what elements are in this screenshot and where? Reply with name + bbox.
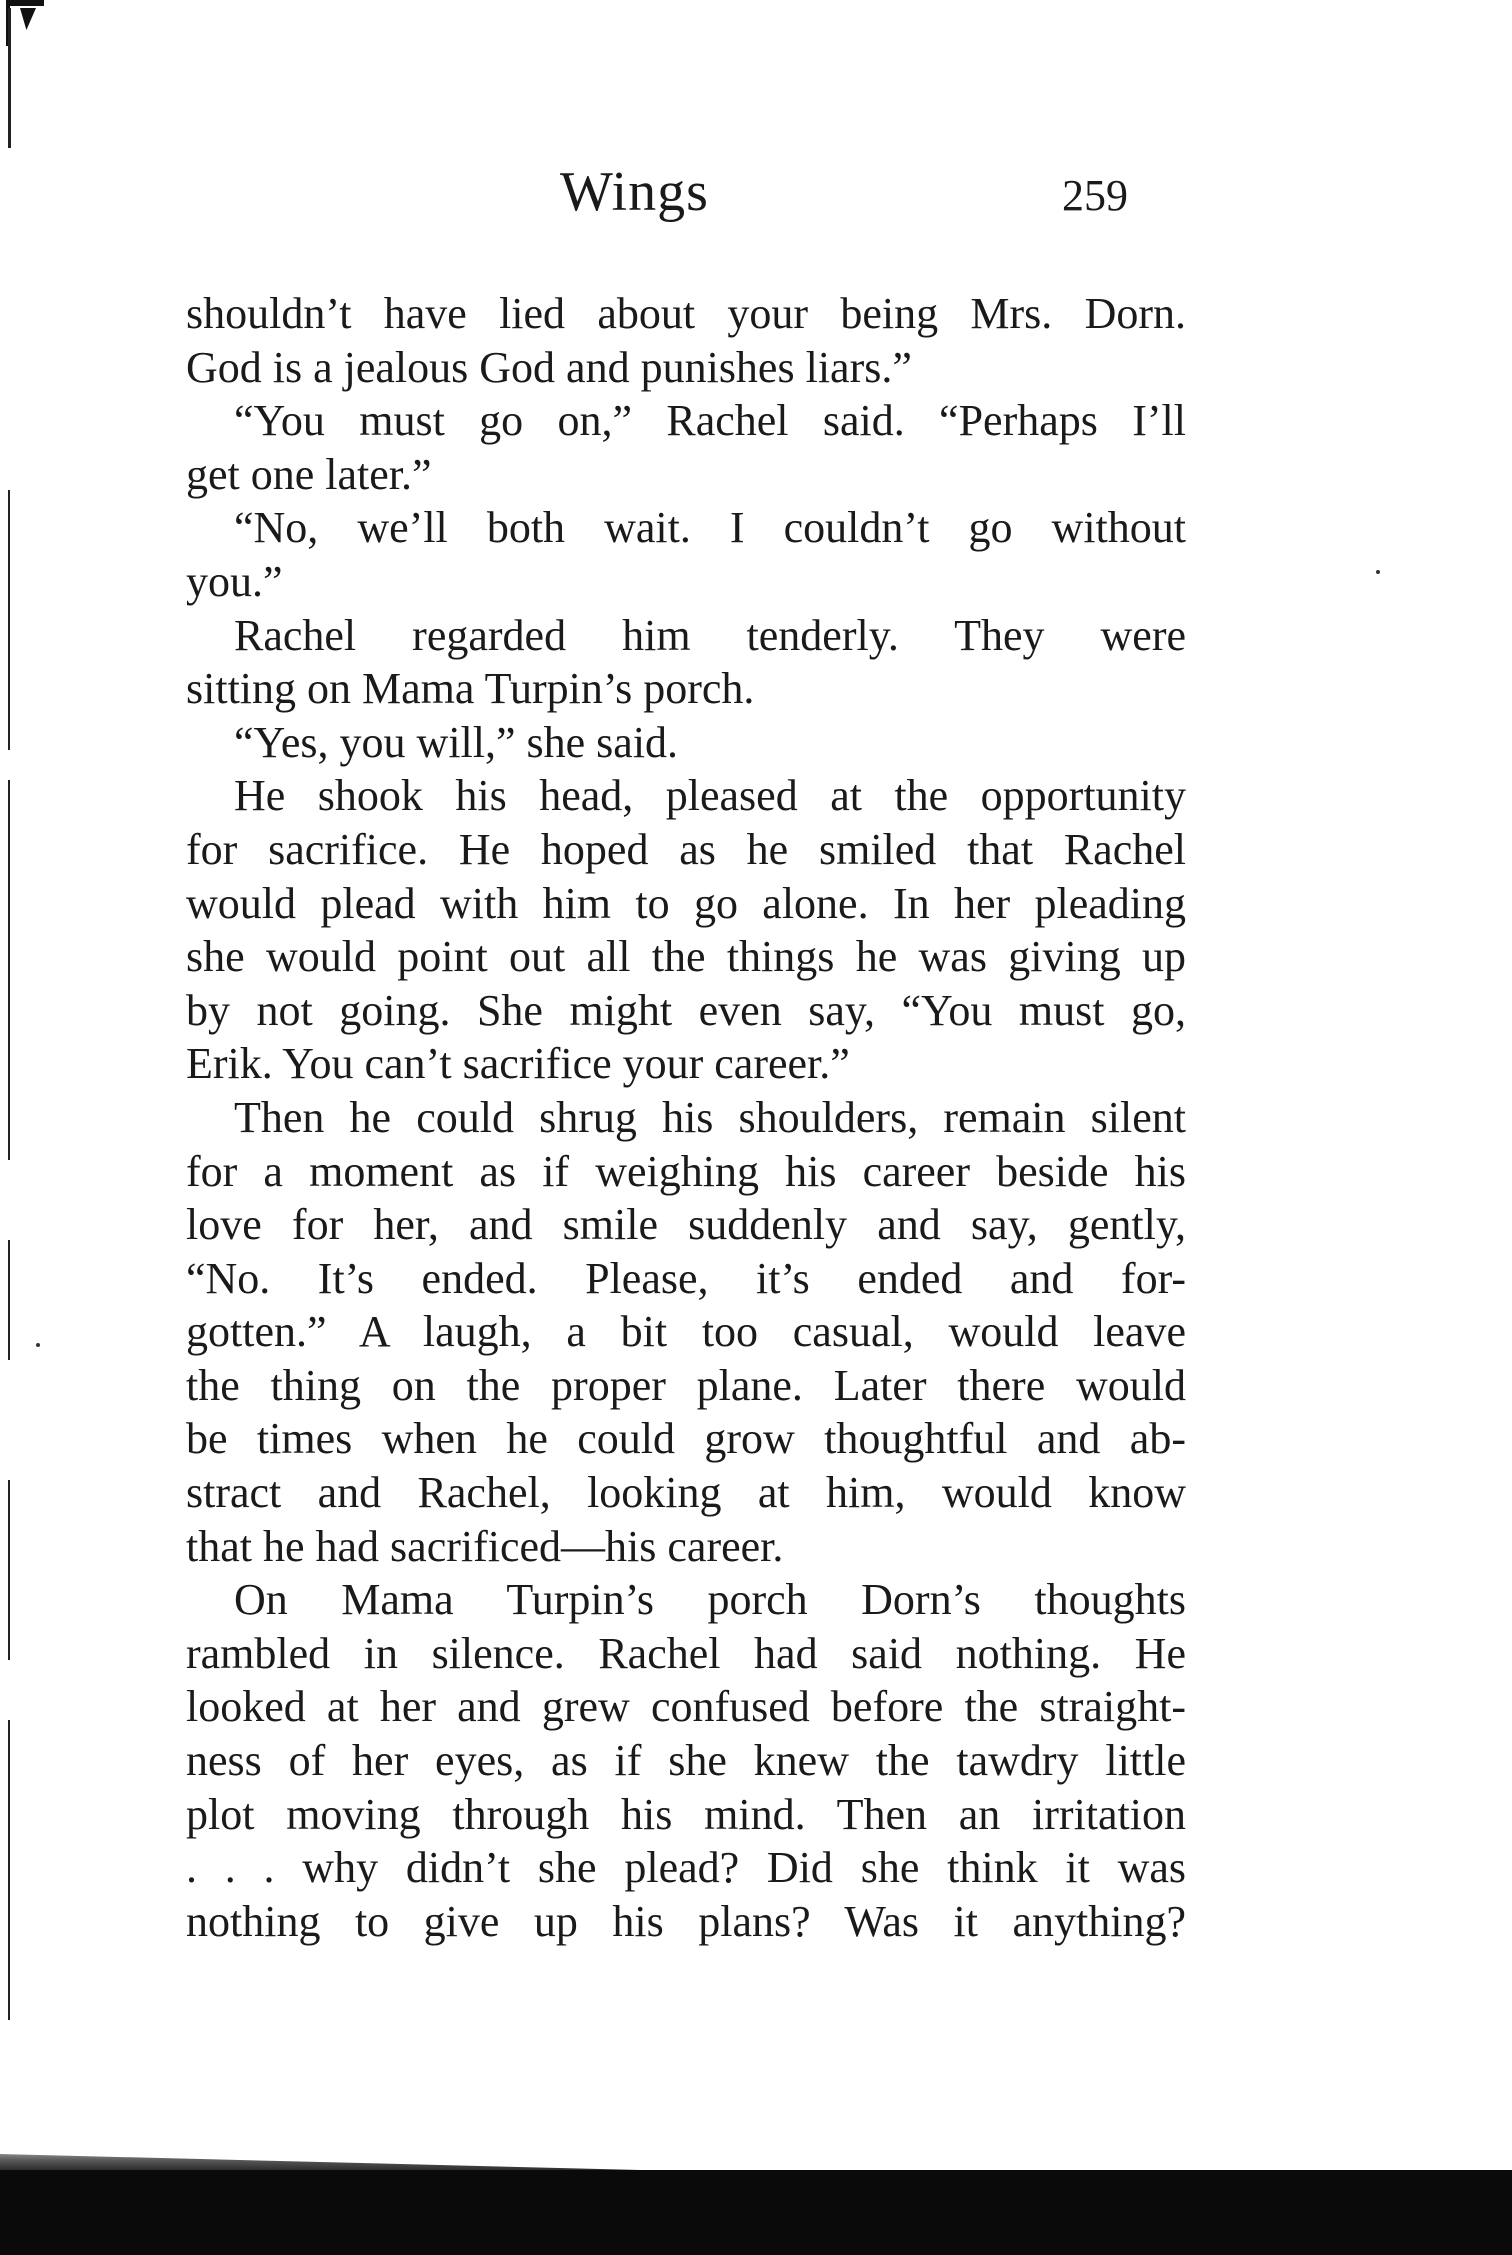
text-line: that he had sacrificed—his career. bbox=[186, 1521, 784, 1571]
scan-edge-line bbox=[8, 8, 11, 148]
scan-bottom-band bbox=[0, 2170, 1512, 2255]
text-line: ness of her eyes, as if she knew the tawdry little bbox=[186, 1736, 1186, 1786]
text-line: “Yes, you will,” she said. bbox=[234, 717, 679, 767]
text-line: God is a jealous God and punishes liars.” bbox=[186, 342, 912, 392]
text-line: Rachel regarded him tenderly. They were bbox=[234, 610, 1186, 660]
scan-speck bbox=[36, 1343, 40, 1347]
text-line: nothing to give up his plans? Was it anything? bbox=[186, 1896, 1186, 1946]
text-line: gotten.” A laugh, a bit too casual, would leave bbox=[186, 1307, 1186, 1357]
text-line: looked at her and grew confused before the straight- bbox=[186, 1682, 1186, 1732]
body-text bbox=[186, 287, 1186, 1948]
text-line: would plead with him to go alone. In her pleading bbox=[186, 878, 1186, 928]
page-number: 259 bbox=[1062, 171, 1128, 220]
text-line: for sacrifice. He hoped as he smiled that Rachel bbox=[186, 824, 1186, 874]
text-line: for a moment as if weighing his career beside his bbox=[186, 1146, 1186, 1196]
scan-corner-mark bbox=[6, 0, 44, 46]
scan-speck bbox=[1376, 570, 1380, 574]
text-line: On Mama Turpin’s porch Dorn’s thoughts bbox=[234, 1575, 1186, 1625]
text-line: stract and Rachel, looking at him, would know bbox=[186, 1468, 1186, 1518]
text-line: the thing on the proper plane. Later there would bbox=[186, 1360, 1186, 1410]
text-line: sitting on Mama Turpin’s porch. bbox=[186, 664, 755, 714]
text-line: she would point out all the things he was giving up bbox=[186, 932, 1186, 982]
text-line: He shook his head, pleased at the opportunity bbox=[234, 771, 1186, 821]
scan-edge-line bbox=[8, 1480, 10, 1660]
scan-edge-line bbox=[8, 1240, 10, 1360]
text-line: “You must go on,” Rachel said. “Perhaps I’ll bbox=[234, 396, 1186, 446]
scan-edge-line bbox=[8, 490, 10, 750]
text-line: be times when he could grow thoughtful and ab- bbox=[186, 1414, 1186, 1464]
text-line: “No, we’ll both wait. I couldn’t go without bbox=[234, 503, 1186, 553]
text-line: “No. It’s ended. Please, it’s ended and for- bbox=[186, 1253, 1186, 1303]
scan-edge-line bbox=[8, 780, 10, 1160]
text-line: rambled in silence. Rachel had said nothing. He bbox=[186, 1628, 1186, 1678]
text-line: shouldn’t have lied about your being Mrs. Dorn. bbox=[186, 289, 1186, 338]
text-line: you.” bbox=[186, 556, 283, 606]
text-line: Then he could shrug his shoulders, remain silent bbox=[234, 1092, 1186, 1142]
running-title: Wings bbox=[560, 161, 709, 223]
text-line: . . . why didn’t she plead? Did she think it was bbox=[186, 1843, 1186, 1893]
scan-edge-line bbox=[8, 1720, 10, 2020]
text-line: love for her, and smile suddenly and say, gently, bbox=[186, 1200, 1186, 1250]
text-line: plot moving through his mind. Then an irritation bbox=[186, 1789, 1186, 1839]
text-line: Erik. You can’t sacrifice your career.” bbox=[186, 1039, 850, 1089]
text-line: get one later.” bbox=[186, 449, 432, 499]
text-line: by not going. She might even say, “You must go, bbox=[186, 985, 1186, 1035]
